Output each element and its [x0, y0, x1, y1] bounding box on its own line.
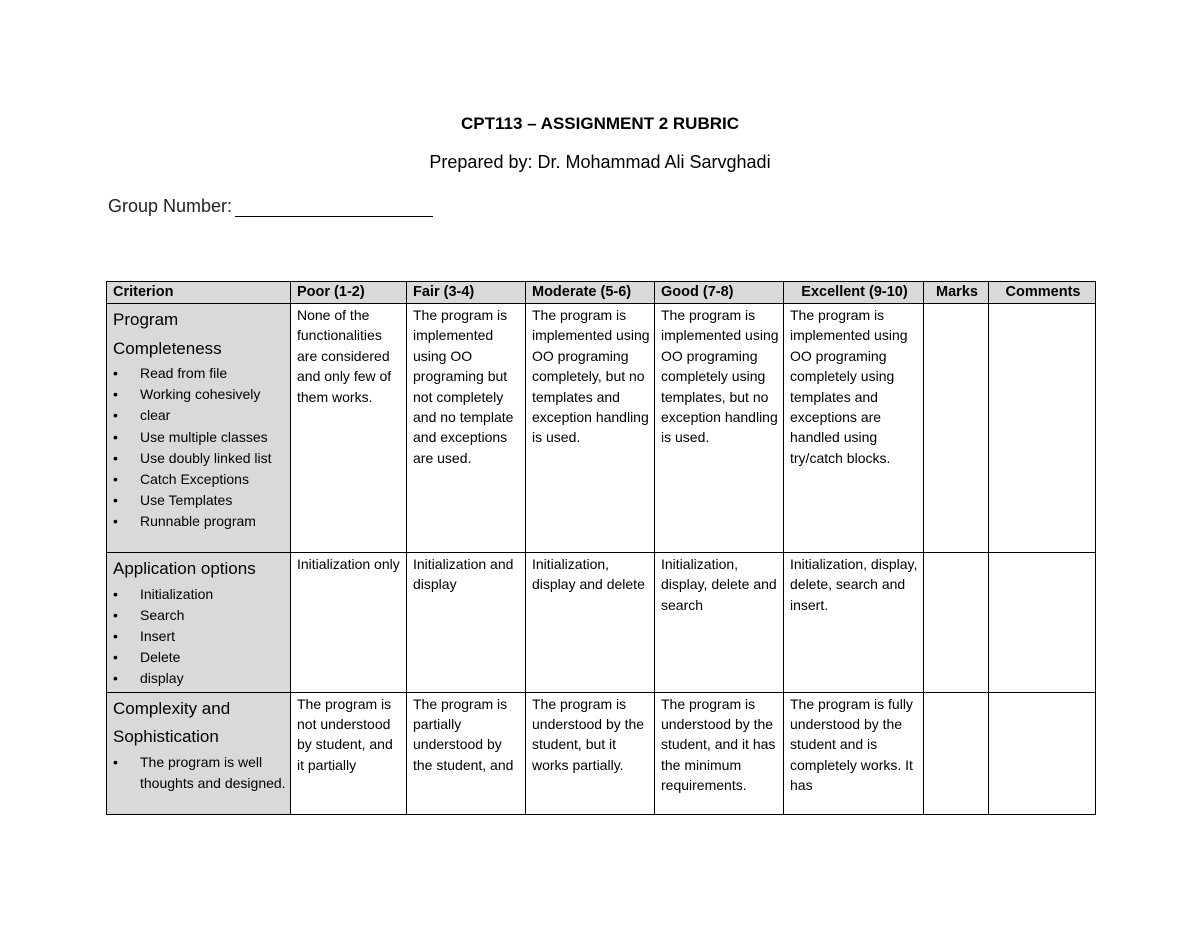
criterion-item: • clear	[113, 405, 286, 426]
marks-cell[interactable]	[924, 692, 989, 814]
moderate-cell: Initialization, display and delete	[526, 553, 655, 693]
moderate-cell: The program is implemented using OO programing completely, but no templates and exception handling is used.	[526, 304, 655, 553]
comments-cell[interactable]	[989, 304, 1096, 553]
criterion-item: • Working cohesively	[113, 384, 286, 405]
criterion-item: • Initialization	[113, 584, 286, 605]
criterion-item: • display	[113, 668, 286, 689]
header-fair: Fair (3-4)	[407, 282, 526, 304]
criterion-cell	[107, 304, 291, 553]
criterion-title: Program Completeness	[113, 310, 222, 358]
good-cell: Initialization, display, delete and search	[655, 553, 784, 693]
poor-cell: The program is not understood by student, and it partially	[291, 692, 407, 814]
excellent-cell: The program is fully understood by the student and is completely works. It has	[784, 692, 924, 814]
criterion-cell	[107, 553, 291, 693]
header-moderate: Moderate (5-6)	[526, 282, 655, 304]
poor-cell: Initialization only	[291, 553, 407, 693]
header-excellent: Excellent (9-10)	[784, 282, 924, 304]
criterion-title: Complexity and Sophistication	[113, 698, 231, 747]
poor-cell: None of the functionalities are considered and only few of them works.	[291, 304, 407, 553]
header-criterion: Criterion	[107, 282, 291, 304]
group-number-blank	[235, 198, 433, 217]
marks-cell[interactable]	[924, 553, 989, 693]
criterion-item: • Catch Exceptions	[113, 469, 286, 490]
header-marks: Marks	[924, 282, 989, 304]
criterion-item: • Insert	[113, 626, 286, 647]
fair-cell: The program is partially understood by the student, and	[407, 692, 526, 814]
criterion-item: • Read from file	[113, 363, 286, 384]
excellent-cell: Initialization, display, delete, search and insert.	[784, 553, 924, 693]
table-row	[107, 553, 1096, 693]
table-row	[107, 692, 1096, 814]
header-poor: Poor (1-2)	[291, 282, 407, 304]
criterion-items	[113, 584, 286, 690]
group-number-label: Group Number:	[108, 196, 233, 216]
criterion-item: • Use Templates	[113, 490, 286, 511]
moderate-cell: The program is understood by the student, but it works partially.	[526, 692, 655, 814]
criterion-items	[113, 752, 286, 794]
comments-cell[interactable]	[989, 553, 1096, 693]
good-cell: The program is implemented using OO programing completely using templates, but no exception handling is used.	[655, 304, 784, 553]
marks-cell[interactable]	[924, 304, 989, 553]
document-title: CPT113 – ASSIGNMENT 2 RUBRIC	[460, 114, 740, 133]
prepared-by: Prepared by: Dr. Mohammad Ali Sarvghadi	[429, 152, 771, 172]
excellent-cell: The program is implemented using OO programing completely using templates and exceptions are handled using try/catch blocks.	[784, 304, 924, 553]
criterion-item: • Delete	[113, 647, 286, 668]
criterion-item: • Runnable program	[113, 511, 286, 532]
criterion-item: • Use doubly linked list	[113, 448, 286, 469]
good-cell: The program is understood by the student, and it has the minimum requirements.	[655, 692, 784, 814]
criterion-cell	[107, 692, 291, 814]
fair-cell: Initialization and display	[407, 553, 526, 693]
criterion-item: • Search	[113, 605, 286, 626]
header-comments: Comments	[989, 282, 1096, 304]
header-row	[107, 282, 1096, 304]
header-good: Good (7-8)	[655, 282, 784, 304]
criterion-title: Application options	[113, 559, 256, 578]
rubric-table	[106, 281, 1096, 815]
criterion-item: • The program is well thoughts and designed.	[113, 752, 286, 794]
criterion-item: • Use multiple classes	[113, 427, 286, 448]
table-row	[107, 304, 1096, 553]
comments-cell[interactable]	[989, 692, 1096, 814]
fair-cell: The program is implemented using OO programing but not completely and no template and exceptions are used.	[407, 304, 526, 553]
criterion-items	[113, 363, 286, 533]
group-number-field	[108, 196, 433, 217]
